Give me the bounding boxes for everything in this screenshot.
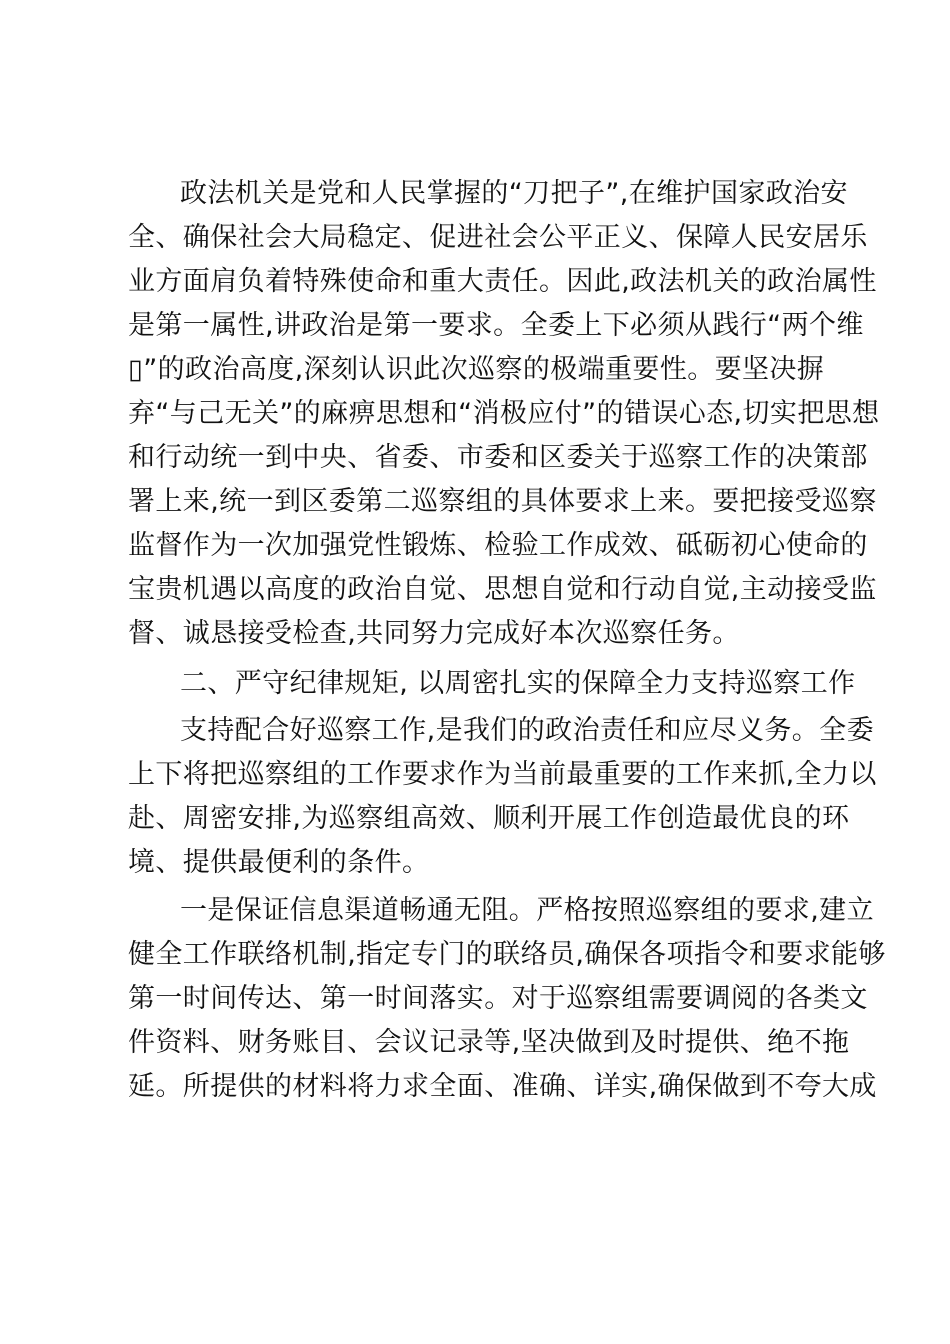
body-text-line: 业方面肩负着特殊使命和重大责任。因此,政法机关的政治属性 [128,266,877,297]
body-text-line: 件资料、财务账目、会议记录等,坚决做到及时提供、绝不拖 [128,1027,850,1058]
body-text-line: 支持配合好巡察工作,是我们的政治责任和应尽义务。全委 [180,715,874,746]
body-text-line: 监督作为一次加强党性锻炼、检验工作成效、砥砺初心使命的 [128,530,868,561]
body-text-line: 督、诚恳接受检查,共同努力完成好本次巡察任务。 [128,618,740,649]
body-text-line: 弃“与己无关”的麻痹思想和“消极应付”的错误心态,切实把思想 [128,398,880,429]
body-text-line: 宝贵机遇以高度的政治自觉、思想自觉和行动自觉,主动接受监 [128,574,877,605]
body-text-line: 政法机关是党和人民掌握的“刀把子”,在维护国家政治安 [180,178,848,209]
section-heading: 二、严守纪律规矩, 以周密扎实的保障全力支持巡察工作 [180,668,856,699]
body-text-line: 一是保证信息渠道畅通无阻。严格按照巡察组的要求,建立 [180,895,874,926]
body-text-line: 赴、周密安排,为巡察组高效、顺利开展工作创造最优良的环 [128,803,850,834]
body-text-line: 是第一属性,讲政治是第一要求。全委上下必须从践行“两个维 [128,310,864,341]
body-text-line: 署上来,统一到区委第二巡察组的具体要求上来。要把接受巡察 [128,486,877,517]
body-text-line: 上下将把巡察组的工作要求作为当前最重要的工作来抓,全力以 [128,759,877,790]
body-text-line: 和行动统一到中央、省委、市委和区委关于巡察工作的决策部 [128,442,868,473]
body-text-line: 延。所提供的材料将力求全面、准确、详实,确保做到不夸大成 [128,1071,877,1102]
body-text-line: 健全工作联络机制,指定专门的联络员,确保各项指令和要求能够 [128,939,886,970]
body-text-line: ▯”的政治高度,深刻认识此次巡察的极端重要性。要坚决摒 [128,354,825,385]
body-text-line: 全、确保社会大局稳定、促进社会公平正义、保障人民安居乐 [128,222,868,253]
body-text-line: 境、提供最便利的条件。 [128,847,430,878]
body-text-line: 第一时间传达、第一时间落实。对于巡察组需要调阅的各类文 [128,983,868,1014]
